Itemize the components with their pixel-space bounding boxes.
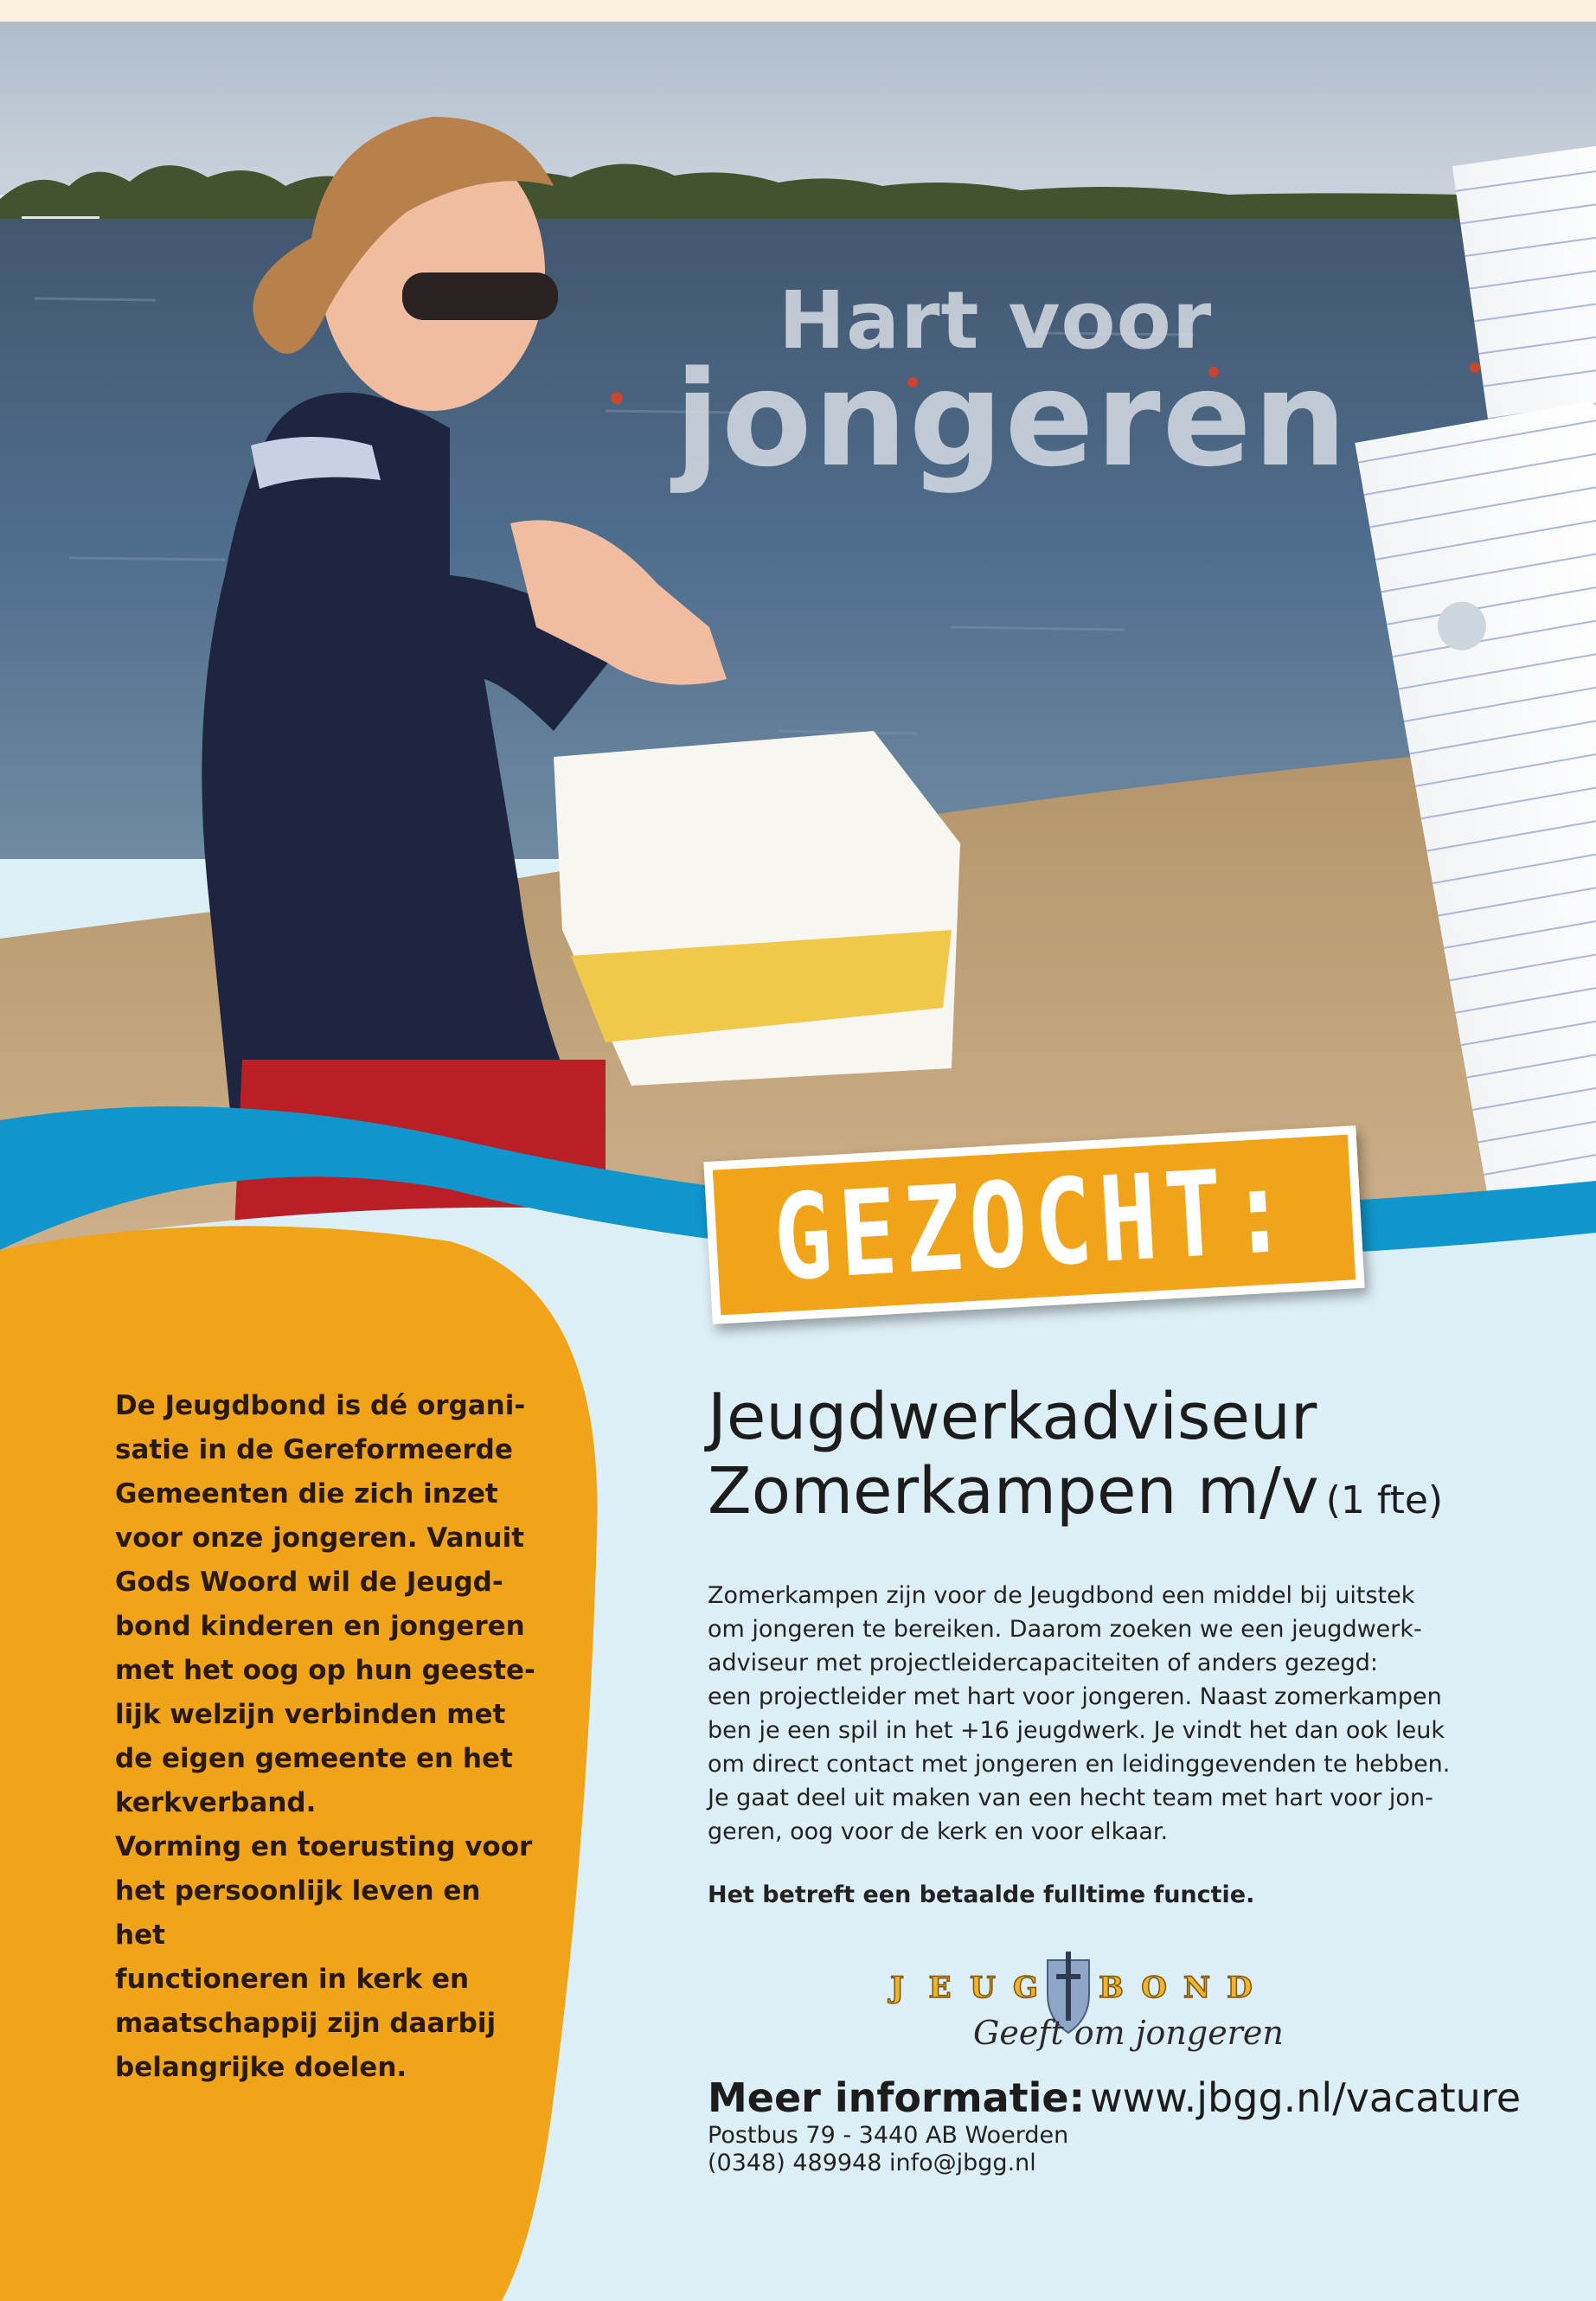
contact-phone-email[interactable]: (0348) 489948 info@jbgg.nl	[708, 2150, 1036, 2176]
contact-address: Postbus 79 - 3440 AB Woerden	[708, 2122, 1069, 2149]
logo-letter: O	[1141, 1971, 1167, 2005]
job-title-line-1: Jeugdwerkadviseur	[708, 1380, 1317, 1454]
logo-tagline: Geeft om jongeren	[973, 2014, 1284, 2052]
job-fte: (1 fte)	[1325, 1478, 1444, 1522]
job-title	[708, 1380, 1443, 1538]
logo-letter: E	[928, 1971, 952, 2005]
logo-letter: B	[1099, 1971, 1124, 2005]
banner-text: GEZOCHT:	[770, 1142, 1298, 1308]
logo-letter: J	[889, 1971, 905, 2005]
contact-block	[708, 2073, 1521, 2177]
headline-big: jongeren	[675, 343, 1349, 496]
logo-letter: U	[970, 1971, 996, 2005]
headline-small: Hart voor	[779, 274, 1213, 367]
logo-letter: N	[1183, 1971, 1211, 2005]
contact-label: Meer informatie:	[708, 2074, 1086, 2121]
job-title-line-2	[708, 1454, 1443, 1538]
intro-text: De Jeugdbond is dé organi- satie in de Gereformeerde Gemeenten die zich inzet voor onze jongeren. Vanuit Gods Woord wil de Jeugd- bond kinderen en jongeren met het oog op hun geeste- lijk welzijn verbinden met de eigen gemeente en het kerkverband. Vorming en toerusting voor het persoonlijk leven en het functioneren in kerk en maatschappij zijn daarbij belangrijke doelen.	[115, 1390, 535, 2083]
logo-letter: G	[1012, 1971, 1039, 2005]
poster	[0, 22, 1596, 2301]
contact-url-link[interactable]: www.jbgg.nl/vacature	[1090, 2074, 1521, 2121]
logo-letter: D	[1227, 1971, 1253, 2005]
job-description: Zomerkampen zijn voor de Jeugdbond een middel bij uitstek om jongeren te bereiken. Daarom zoeken we een jeugdwerk- adviseur met projectleidercapaciteiten of anders gezegd: een projectleider met hart voor jongeren. Naast zomerkampen ben je een spil in het +16 jeugdwerk. Je vindt het dan ook leuk om direct contact met jongeren en leidinggevenden te hebben. Je gaat deel uit maken van een hecht team met hart voor jon- geren, oog voor de kerk en voor elkaar.	[708, 1582, 1451, 1845]
contact-headline	[708, 2073, 1521, 2122]
jeugdbond-logo	[878, 1964, 1284, 2067]
job-title-line-2-text: Zomerkampen m/v	[708, 1454, 1319, 1529]
job-note: Het betreft een betaalde fulltime functie.	[708, 1881, 1255, 1908]
